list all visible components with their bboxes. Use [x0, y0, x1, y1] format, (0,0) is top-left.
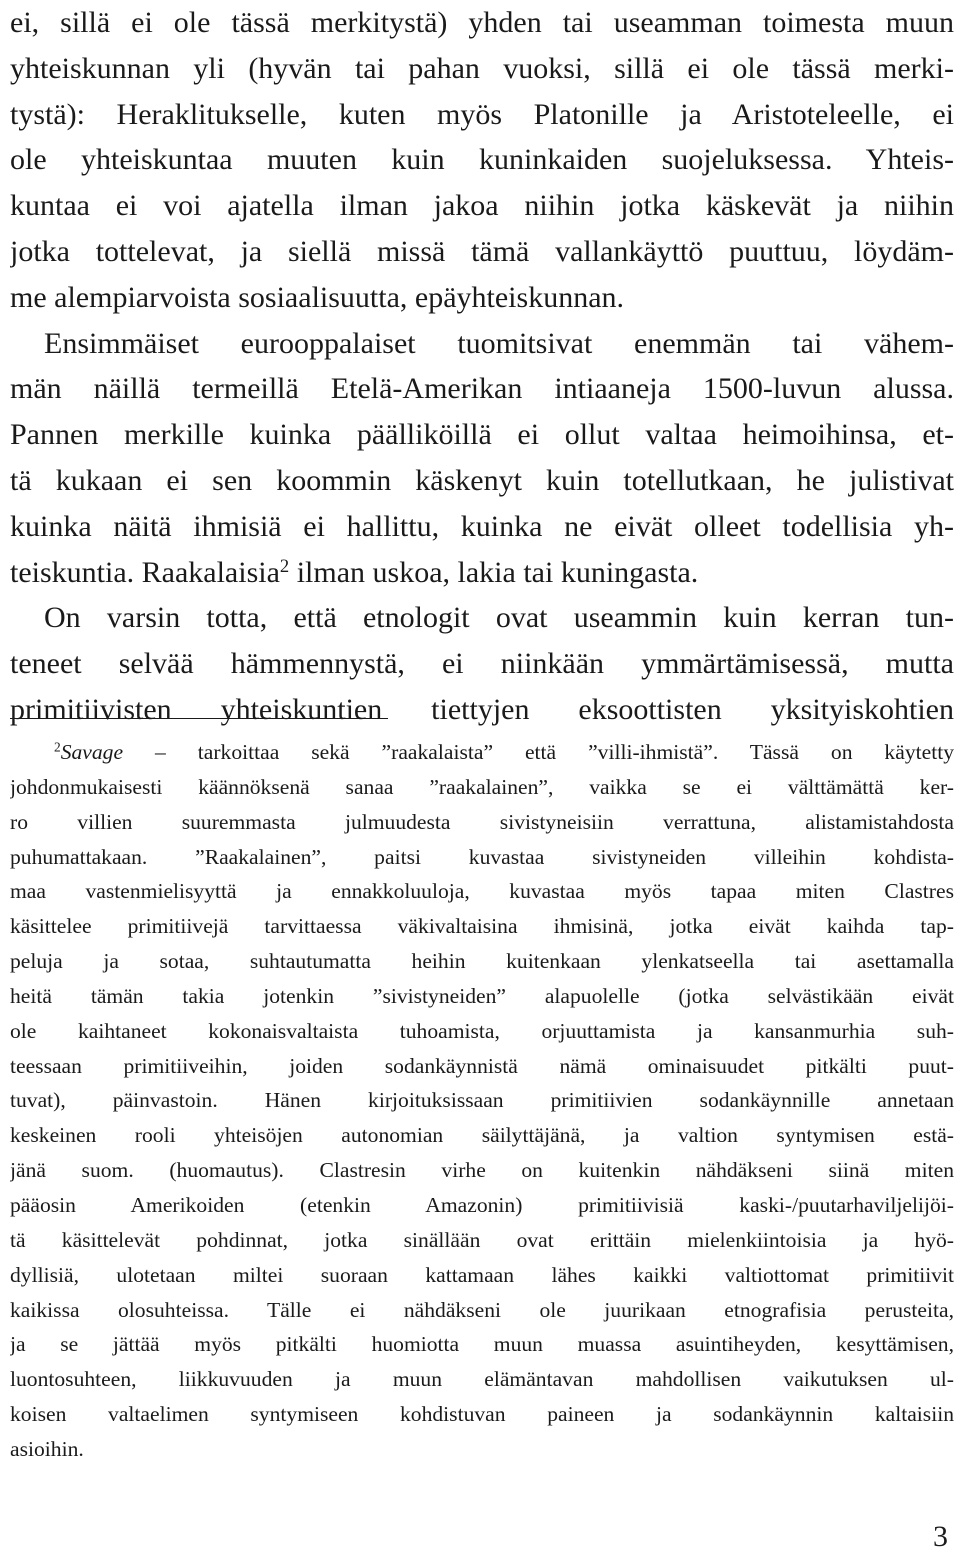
body-line: Ensimmäiset eurooppalaiset tuomitsivat enemmän tai vähem-	[44, 326, 954, 360]
body-line: kuntaa ei voi ajatella ilman jakoa niihin jotka käskevät ja niihin	[10, 189, 954, 223]
footnote-term: Savage	[60, 740, 124, 764]
footnote-separator	[10, 718, 388, 719]
footnote-line: keskeinen rooli yhteisöjen autonomian säilyttäjänä, ja valtion syntymisen estä-	[10, 1123, 954, 1148]
footnote	[10, 735, 954, 1467]
footnote-line: dyllisiä, ulotetaan miltei suoraan kattamaan lähes kaikki valtiottomat primitiivit	[10, 1262, 954, 1287]
footnote-line: puhumattakaan. ”Raakalainen”, paitsi kuvastaa sivistyneiden villeihin kohdista-	[10, 844, 954, 869]
footnote-marker: 2	[54, 739, 61, 755]
footnote-line: heitä tämän takia jotenkin ”sivistyneiden” alapuolelle (jotka selvästikään eivät	[10, 983, 954, 1008]
footnote-line: tä käsittelevät pohdinnat, jotka sinällään ovat erittäin mielenkiintoisia ja hyö-	[10, 1227, 954, 1252]
footnote-reference[interactable]: 2	[279, 555, 290, 577]
body-line: kuinka näitä ihmisiä ei hallittu, kuinka ne eivät olleet todellisia yh-	[10, 509, 954, 543]
body-line: ole yhteiskuntaa muuten kuin kuninkaiden suojeluksessa. Yhteis-	[10, 143, 954, 177]
body-line: On varsin totta, että etnologit ovat useammin kuin kerran tun-	[44, 601, 954, 635]
footnote-line: jänä suom. (huomautus). Clastresin virhe on kuitenkin nähdäkseni siinä miten	[10, 1158, 954, 1183]
page-number: 3	[933, 1520, 948, 1553]
footnote-text: – tarkoittaa sekä ”raakalaista” että ”villi-ihmistä”. Tässä on käytetty	[123, 740, 954, 764]
footnote-line: käsittelee primitiivejä tarvittaessa väkivaltaisina ihmisinä, jotka eivät kaihda tap-	[10, 914, 954, 939]
footnote-line: tuvat), päinvastoin. Hänen kirjoituksissaan primitiivien sodankäynnille annetaan	[10, 1088, 954, 1113]
footnote-line: johdonmukaisesti käännöksenä sanaa ”raakalainen”, vaikka se ei välttämättä ker-	[10, 774, 954, 799]
body-line	[10, 550, 954, 596]
footnote-line: asioihin.	[10, 1436, 84, 1461]
body-line: tä kukaan ei sen koommin käskenyt kuin totellutkaan, he julistivat	[10, 463, 954, 497]
body-text: ilman uskoa, lakia tai kuningasta.	[289, 555, 699, 589]
footnote-line: ro villien suuremmasta julmuudesta sivistyneisiin verrattuna, alistamistahdosta	[10, 809, 954, 834]
body-line: Pannen merkille kuinka päälliköillä ei ollut valtaa heimoihinsa, et-	[10, 418, 954, 452]
footnote-line: teessaan primitiiveihin, joiden sodankäynnistä nämä ominaisuudet pitkälti puut-	[10, 1053, 954, 1078]
body-line: me alempiarvoista sosiaalisuutta, epäyhteiskunnan.	[10, 280, 625, 314]
body-line: tystä): Heraklitukselle, kuten myös Platonille ja Aristoteleelle, ei	[10, 97, 954, 131]
footnote-line	[10, 735, 954, 770]
footnote-line: pääosin Amerikoiden (etenkin Amazonin) primitiivisiä kaski-/puutarhaviljelijöi-	[10, 1192, 954, 1217]
footnote-line: ole kaihtaneet kokonaisvaltaista tuhoamista, orjuuttamista ja kansanmurhia suh-	[10, 1018, 954, 1043]
body-line: teneet selvää hämmennystä, ei niinkään ymmärtämisessä, mutta	[10, 647, 954, 681]
main-text	[10, 0, 954, 733]
footnote-line: koisen valtaelimen syntymiseen kohdistuvan paineen ja sodankäynnin kaltaisiin	[10, 1402, 954, 1427]
body-line: ei, sillä ei ole tässä merkitystä) yhden tai useamman toimesta muun	[10, 6, 954, 39]
body-line: män näillä termeillä Etelä-Amerikan intiaaneja 1500-luvun alussa.	[10, 372, 954, 406]
body-line: yhteiskunnan yli (hyvän tai pahan vuoksi, sillä ei ole tässä merki-	[10, 51, 954, 85]
body-line: jotka tottelevat, ja siellä missä tämä vallankäyttö puuttuu, löydäm-	[10, 234, 954, 268]
footnote-line: peluja ja sotaa, suhtautumatta heihin kuitenkaan ylenkatseella tai asettamalla	[10, 949, 954, 974]
body-text: teiskuntia. Raakalaisia	[10, 555, 280, 589]
footnote-line: maa vastenmielisyyttä ja ennakkoluuloja, kuvastaa myös tapaa miten Clastres	[10, 879, 954, 904]
body-line: primitiivisten yhteiskuntien tiettyjen eksoottisten yksityiskohtien	[10, 692, 954, 726]
footnote-line: ja se jättää myös pitkälti huomiotta muun muassa asuintiheyden, kesyttämisen,	[10, 1332, 954, 1357]
footnote-line: kaikissa olosuhteissa. Tälle ei nähdäkseni ole juurikaan etnografisia perusteita,	[10, 1297, 954, 1322]
footnote-line: luontosuhteen, liikkuvuuden ja muun elämäntavan mahdollisen vaikutuksen ul-	[10, 1367, 954, 1392]
